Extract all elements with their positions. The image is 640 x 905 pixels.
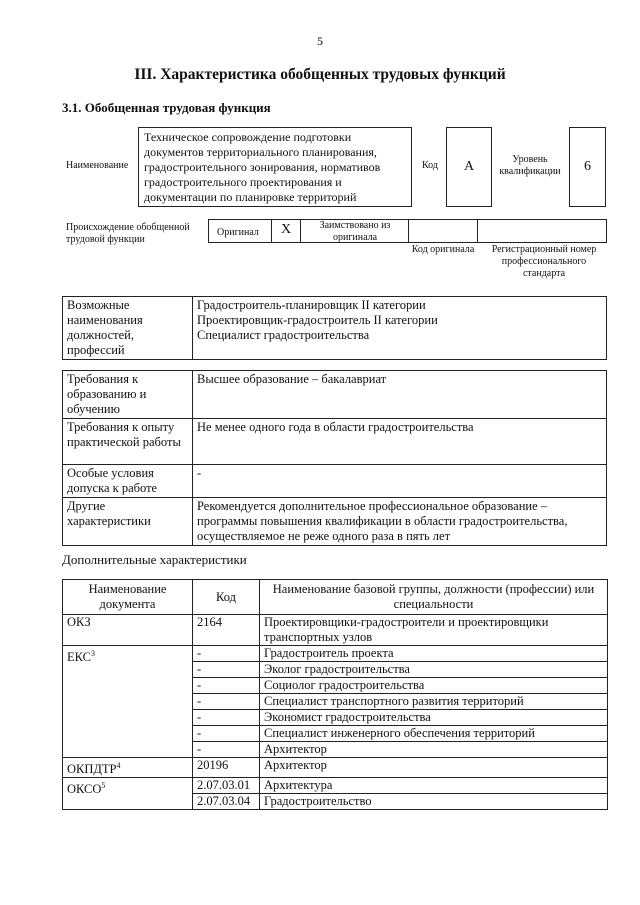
requirement-label: Требования к опыту практической работы — [63, 419, 193, 465]
requirement-row-other — [63, 498, 607, 546]
level-value-box — [569, 127, 606, 207]
code-original-caption: Код оригинала — [411, 244, 475, 255]
table-row — [63, 615, 608, 646]
eks-name: Специалист инженерного обеспечения территорий — [260, 726, 608, 742]
eks-code: - — [193, 678, 260, 694]
eks-code: - — [193, 694, 260, 710]
origin-divider-2 — [300, 219, 301, 243]
original-mark: Х — [280, 222, 292, 237]
requirement-value: Не менее одного года в области градостроительства — [193, 419, 607, 465]
page-number: 5 — [317, 34, 323, 48]
okso-footnote: 5 — [101, 781, 106, 791]
eks-footnote: 3 — [91, 649, 95, 658]
okpdtr-doc-label: ОКПДТР — [67, 762, 117, 777]
table-row — [63, 758, 608, 778]
header-document: Наименование документа — [63, 580, 193, 615]
function-name-value: Техническое сопровождение подготовки документов территориального планирования, градостроительного зонирования, нормативов градостроительного проектирования и документации по планировке территорий — [144, 130, 381, 204]
code-value: А — [463, 159, 475, 174]
position-item: Градостроитель-планировщик II категории — [197, 298, 426, 312]
okso-doc — [63, 778, 193, 810]
eks-code: - — [193, 646, 260, 662]
eks-code: - — [193, 662, 260, 678]
section-title: III. Характеристика обобщенных трудовых функций — [134, 66, 506, 83]
requirement-label: Особые условия допуска к работе — [63, 465, 193, 498]
origin-divider-3 — [408, 219, 409, 243]
additional-header-row — [63, 580, 608, 615]
subsection-title: 3.1. Обобщенная трудовая функция — [62, 100, 271, 115]
okpdtr-doc — [63, 758, 193, 778]
eks-name: Архитектор — [260, 742, 608, 758]
requirements-table — [62, 370, 607, 546]
level-value: 6 — [584, 159, 591, 174]
requirement-value: Высшее образование – бакалавриат — [193, 371, 607, 419]
eks-name: Социолог градостроительства — [260, 678, 608, 694]
code-value-box — [446, 127, 492, 207]
okpdtr-name: Архитектор — [260, 758, 608, 778]
requirement-row-education — [63, 371, 607, 419]
position-item: Проектировщик-градостроитель II категории — [197, 313, 438, 327]
requirement-label: Требования к образованию и обучению — [63, 371, 193, 419]
okpdtr-code: 20196 — [193, 758, 260, 778]
header-code: Код — [193, 580, 260, 615]
eks-name: Градостроитель проекта — [260, 646, 608, 662]
level-label: Уровень квалификации — [499, 154, 561, 177]
original-label: Оригинал — [217, 227, 259, 238]
position-item: Специалист градостроительства — [197, 328, 370, 342]
requirement-value: - — [193, 465, 607, 498]
table-row — [63, 646, 608, 662]
header-name: Наименование базовой группы, должности (профессии) или специальности — [260, 580, 608, 615]
table-row — [63, 778, 608, 794]
origin-divider-4 — [477, 219, 478, 243]
okso-code: 2.07.03.04 — [193, 794, 260, 810]
eks-code: - — [193, 726, 260, 742]
positions-label: Возможные наименования должностей, профессий — [63, 297, 193, 360]
requirement-label: Другие характеристики — [63, 498, 193, 546]
eks-doc-label: ЕКС — [67, 650, 91, 665]
okz-doc: ОКЗ — [63, 615, 193, 646]
positions-values — [193, 297, 607, 360]
positions-row — [63, 297, 607, 360]
requirement-row-special-conditions — [63, 465, 607, 498]
okso-name: Градостроительство — [260, 794, 608, 810]
function-name-box — [138, 127, 412, 207]
okz-name: Проектировщики-градостроители и проектировщики транспортных узлов — [260, 615, 608, 646]
code-label: Код — [422, 160, 438, 171]
okso-doc-label: ОКСО — [67, 782, 102, 797]
eks-code: - — [193, 710, 260, 726]
borrowed-label: Заимствовано из оригинала — [319, 220, 391, 243]
additional-table — [62, 579, 608, 810]
requirement-row-experience — [63, 419, 607, 465]
okso-name: Архитектура — [260, 778, 608, 794]
registration-number-caption: Регистрационный номер профессионального стандарта — [491, 244, 597, 279]
okpdtr-footnote: 4 — [116, 761, 121, 770]
okso-code: 2.07.03.01 — [193, 778, 260, 794]
eks-name: Специалист транспортного развития территорий — [260, 694, 608, 710]
name-label: Наименование — [66, 160, 129, 171]
eks-name: Эколог градостроительства — [260, 662, 608, 678]
eks-doc — [63, 646, 193, 758]
eks-name: Экономист градостроительства — [260, 710, 608, 726]
eks-code: - — [193, 742, 260, 758]
requirement-value: Рекомендуется дополнительное профессиональное образование – программы повышения квалификации в области градостроительства, осуществляемое не реже одного раза в пять лет — [193, 498, 607, 546]
additional-title: Дополнительные характеристики — [62, 552, 247, 567]
positions-table — [62, 296, 607, 360]
okz-code: 2164 — [193, 615, 260, 646]
origin-label: Происхождение обобщенной трудовой функции — [66, 222, 190, 245]
